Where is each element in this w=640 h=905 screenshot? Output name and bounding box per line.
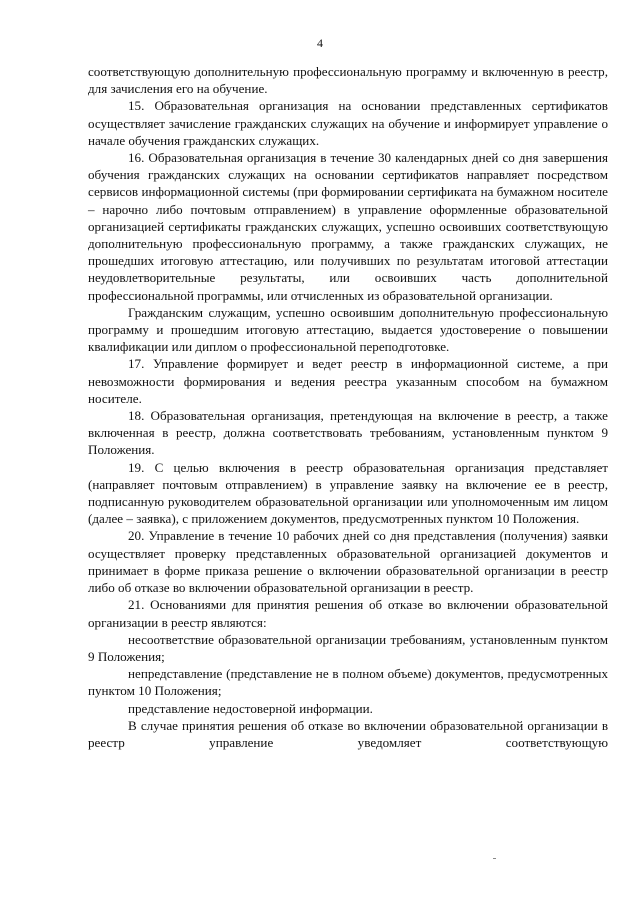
paragraph-continuation: соответствующую дополнительную профессиональную программу и включенную в реестр, для зачисления его на обучение. xyxy=(88,64,608,97)
scan-speck xyxy=(493,858,496,859)
paragraph-item-21: 21. Основаниями для принятия решения об отказе во включении образовательной организации в реестр являются: xyxy=(88,597,608,630)
document-body xyxy=(88,63,608,751)
paragraph-item-20: 20. Управление в течение 10 рабочих дней со дня представления (получения) заявки осуществляет проверку представленных образовательной организацией документов и принимает в форме приказа решение о включении образовательной организации в реестр либо об отказе во включении образовательной организации в реестр. xyxy=(88,528,608,596)
last-paragraph-wrapper xyxy=(88,717,608,751)
page-number: 4 xyxy=(317,36,323,50)
refusal-reason-1: несоответствие образовательной организации требованиям, установленным пунктом 9 Положения; xyxy=(88,631,608,664)
paragraph-item-17: 17. Управление формирует и ведет реестр в информационной системе, а при невозможности формирования и ведения реестра указанным способом на бумажном носителе. xyxy=(88,356,608,406)
paragraph-certificate-issue: Гражданским служащим, успешно освоившим дополнительную профессиональную программу и прошедшим итоговую аттестацию, выдается удостоверение о повышении квалификации или диплом о профессиональной переподготовке. xyxy=(88,304,608,355)
paragraph-refusal-notice: В случае принятия решения об отказе во включении образовательной организации в реестр управление уведомляет соответствующую xyxy=(88,717,608,750)
paragraph-item-18: 18. Образовательная организация, претендующая на включение в реестр, а также включенная в реестр, должна соответствовать требованиям, установленным пунктом 9 Положения. xyxy=(88,408,608,458)
refusal-reason-2: непредставление (представление не в полном объеме) документов, предусмотренных пунктом 10 Положения; xyxy=(88,666,608,699)
paragraph-item-19: 19. С целью включения в реестр образовательная организация представляет (направляет почтовым отправлением) в управление заявку на включение ее в реестр, подписанную руководителем образовательной организации или уполномоченным им лицом (далее – заявка), с приложением документов, предусмотренных пунктом 10 Положения. xyxy=(88,459,608,527)
paragraph-item-16: 16. Образовательная организация в течение 30 календарных дней со дня завершения обучения гражданских служащих на основании сертификатов направляет посредством сервисов информационной системы (при формировании сертификата на бумажном носителе – нарочно либо почтовым отправлением) в управление оформленные образовательной организацией сертификаты гражданских служащих, успешно освоивших соответствующую дополнительную профессиональную программу, а также гражданских служащих, не прошедших итоговую аттестацию, или получивших по результатам итоговой аттестации неудовлетворительные результаты, или освоивших часть дополнительной профессиональной программы, или отчисленных из образовательной организации. xyxy=(88,150,608,303)
paragraph-item-15: 15. Образовательная организация на основании представленных сертификатов осуществляет зачисление гражданских служащих на обучение и информирует управление о начале обучения гражданских служащих. xyxy=(88,98,608,148)
refusal-reason-3: представление недостоверной информации. xyxy=(128,700,373,716)
